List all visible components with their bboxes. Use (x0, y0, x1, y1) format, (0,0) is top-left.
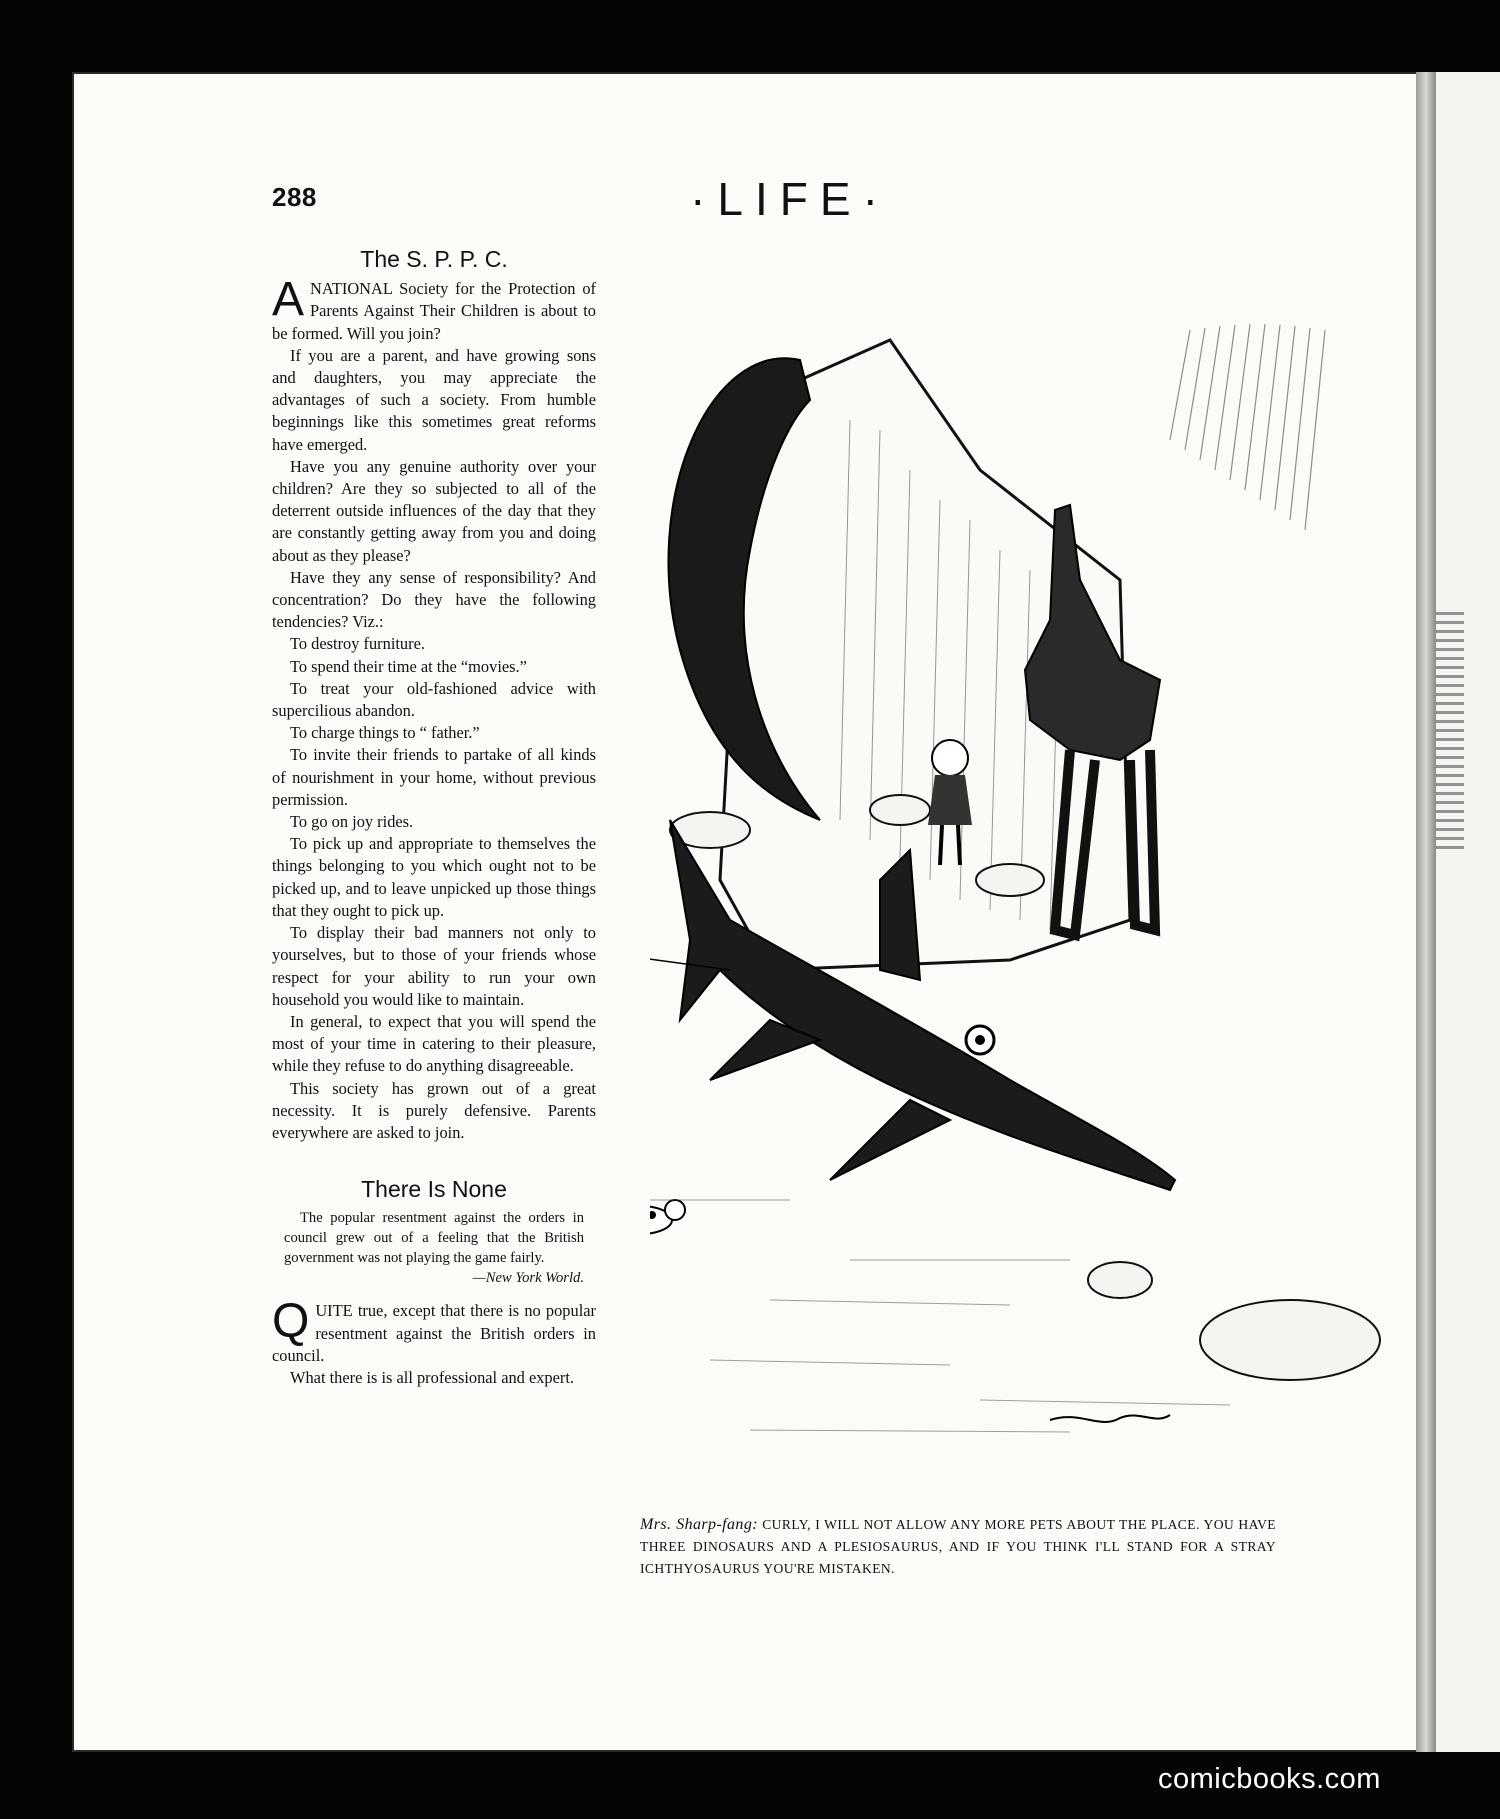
background-hatching (1170, 324, 1325, 530)
article-paragraph: To spend their time at the “movies.” (290, 656, 527, 676)
quote-source: —New York World. (472, 1270, 584, 1287)
article-paragraph: In general, to expect that you will spend the most of your time in catering to their pleasure, while they refuse to do anything disagreeable. (272, 1011, 596, 1076)
caption-text: CURLY, I WILL NOT ALLOW ANY MORE PETS ABOUT THE PLACE. YOU HAVE THREE DINOSAURS AND A PLESIOSAURUS, AND IF YOU THINK I'LL STAND FOR A STRAY ICHTHYOSAURUS YOU'RE MISTAKEN. (640, 1517, 1276, 1576)
ground-hatching (650, 1200, 1230, 1432)
article-paragraph: This society has grown out of a great necessity. It is purely defensive. Parents everywhere are asked to join. (272, 1078, 596, 1142)
article-paragraph: QUITE true, except that there is no popular resentment against the British orders in council. (272, 1295, 596, 1365)
article-paragraph: To pick up and appropriate to themselves the things belonging to you which ought not to be picked up, and to leave unpicked up those things that they ought to pick up. (272, 834, 596, 920)
cartoon-illustration (650, 320, 1390, 1475)
drop-cap: Q (272, 1295, 310, 1349)
article-paragraph: If you are a parent, and have growing sons and daughters, you may appreciate the advantages of such a society. From humble beginnings like this sometimes great reforms have emerged. (272, 345, 596, 454)
article-title: There Is None (361, 1176, 507, 1203)
article-paragraph: To charge things to “ father.” (290, 723, 480, 743)
small-dog (650, 1200, 685, 1234)
article-paragraph: Have you any genuine authority over your children? Are they so subjected to all of the deterrent outside influences of the day that they are constantly getting away from you and doing about as they please? (272, 456, 596, 565)
page-number: 288 (272, 182, 317, 212)
article-paragraph: ANATIONAL Society for the Protection of Parents Against Their Children is about to be formed. Will you join? (272, 273, 596, 343)
article-paragraph: To go on joy rides. (290, 812, 414, 832)
article-paragraph: What there is is all professional and expert. (290, 1367, 575, 1387)
cartoon-caption (640, 1514, 1276, 1580)
masthead: ·LIFE· (690, 173, 890, 225)
article-paragraph: To display their bad manners not only to yourselves, but to those of your friends whose respect for your ability to run your own household you would like to maintain. (272, 923, 596, 1009)
article-paragraph: To treat your old-fashioned advice with supercilious abandon. (272, 678, 596, 721)
article-paragraph: To invite their friends to partake of all kinds of nourishment in your home, without previous permission. (272, 745, 596, 809)
book-spine (1416, 72, 1438, 1752)
second-article (272, 1178, 596, 1389)
article-paragraph: To destroy furniture. (290, 634, 425, 654)
artist-signature (1050, 1415, 1170, 1422)
adjacent-page (1436, 72, 1500, 1752)
quoted-passage: The popular resentment against the orders in council grew out of a feeling that the British government was not playing the game fairly. (284, 1210, 584, 1267)
caption-speaker: Mrs. Sharp-fang: (640, 1516, 758, 1533)
site-watermark: comicbooks.com (1158, 1763, 1381, 1795)
article-paragraph: Have they any sense of responsibility? And concentration? Do they have the following tendencies? Viz.: (272, 567, 596, 632)
drop-cap: A (272, 273, 305, 327)
ichthyosaurus-flipper (830, 1100, 950, 1180)
adjacent-page-print (1436, 612, 1464, 852)
article-title: The S. P. P. C. (360, 246, 508, 272)
text-column (272, 248, 596, 1389)
